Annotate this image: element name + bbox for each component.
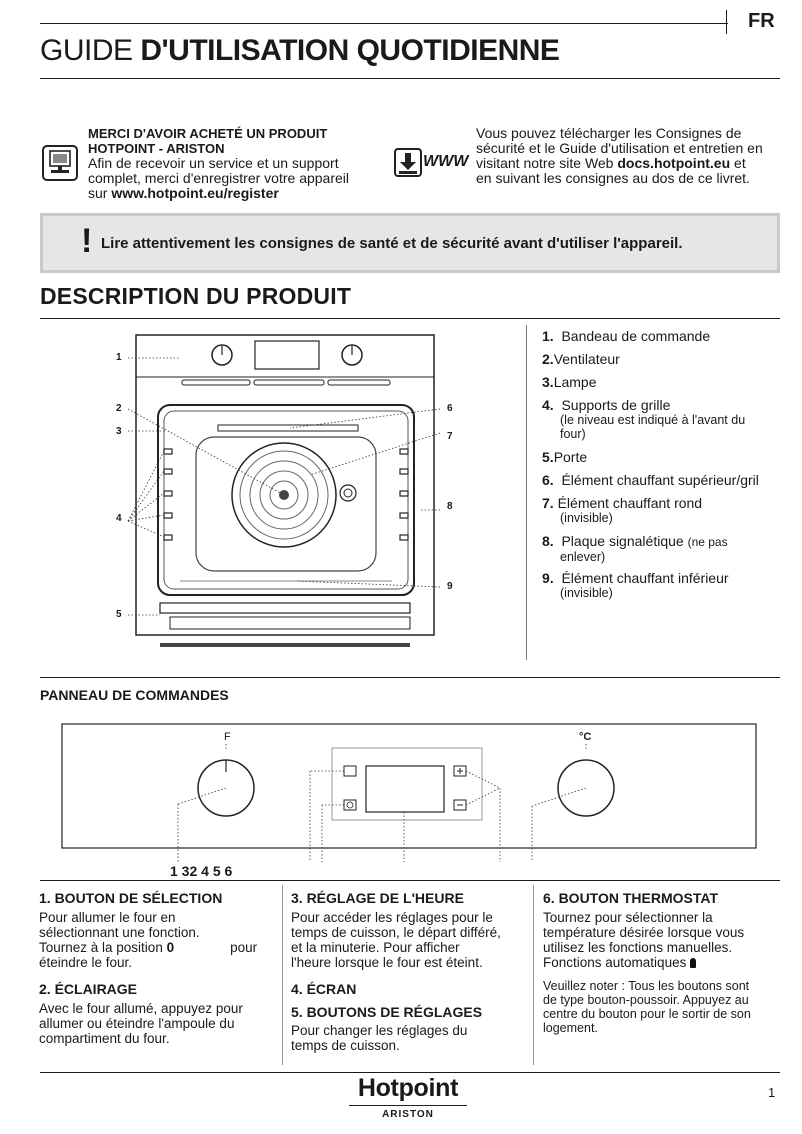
callout-5: 5 [116,609,122,620]
callout-1: 1 [116,352,122,363]
logo-underline [349,1105,467,1106]
download-icon: WWW [394,148,468,178]
column-divider-1 [282,885,283,1065]
panel-rule [40,677,780,678]
heading-lighting: 2. ÉCLAIRAGE [39,981,138,997]
heading-thermostat: 6. BOUTON THERMOSTAT [543,890,718,906]
page-number: 1 [768,1085,776,1100]
legend-item: 4. Supports de grille (le niveau est indiqué à l'avant du four) [542,397,746,441]
panel-callout-numbers: 1 32 4 5 6 [170,863,233,879]
control-panel-diagram [60,722,760,862]
page-title: GUIDE D'UTILISATION QUOTIDIENNE [40,34,560,67]
callout-6: 6 [447,403,453,414]
legend-item: 1. Bandeau de commande [542,328,711,344]
footer-rule [40,1072,780,1073]
callout-2: 2 [116,403,122,414]
download-link[interactable]: docs.hotpoint.eu [617,155,731,171]
legend-item: 5.Porte [542,449,588,465]
columns-rule [40,880,780,881]
heading-adjust-buttons: 5. BOUTONS DE RÉGLAGES [291,1004,483,1020]
column-time: 3. RÉGLAGE DE L'HEURE Pour accéder les réglages pour le temps de cuisson, le départ différé, et la minuterie. Pour afficher l'heure lorsque le four est éteint. 4. ÉCRAN 5. BOUTONS DE RÉGLAGES Pour changer les réglages du temps de cuisson. [291,890,531,1053]
legend-item: 6. Élément chauffant supérieur/gril [542,472,759,488]
computer-register-icon [42,145,78,181]
header-divider [726,10,727,34]
callout-8: 8 [447,501,453,512]
legend-item: 3.Lampe [542,374,597,390]
oven-diagram [100,325,470,665]
language-code: FR [748,10,775,32]
brand-logo: Hotpoint ARISTON [345,1074,471,1120]
warning-text: Lire attentivement les consignes de santé et de sécurité avant d'utiliser l'appareil. [101,235,683,252]
panel-title: PANNEAU DE COMMANDES [40,687,229,703]
safety-warning-box [40,213,780,273]
callout-3: 3 [116,426,122,437]
column-selection: 1. BOUTON DE SÉLECTION Pour allumer le four en sélectionnant une fonction. Tournez à la position 0 pour éteindre le four. 2. ÉCLAIRAGE Avec le four allumé, appuyez pour allumer ou éteindre l'ampoule du compartiment du four. [39,890,275,1046]
column-thermostat: 6. BOUTON THERMOSTAT Tournez pour sélectionner la température désirée lorsque vous utilisez les fonctions manuelles. Fonctions automatiques Veuillez noter : Tous les boutons sont de type bouton-poussoir. Appuyez au centre du bouton pour le sortir de son logement. [543,890,783,1035]
header-bottom-rule [40,78,780,79]
description-divider [526,325,527,660]
legend-item: 2.Ventilateur [542,351,620,367]
legend-item: 7. Élément chauffant rond (invisible) [542,495,703,525]
download-arrow-icon [394,148,422,178]
legend-item: 8. Plaque signalétique (ne pas enlever) [542,533,728,564]
knob-right-label: °C [579,731,592,743]
callout-9: 9 [447,581,453,592]
warning-icon: ! [81,222,93,260]
auto-functions-icon [690,958,696,968]
section-title-description: DESCRIPTION DU PRODUIT [40,283,352,309]
download-block: Vous pouvez télécharger les Consignes de sécurité et le Guide d'utilisation et entretien en visitant notre site Web docs.hotpoint.eu et en suivant les consignes au dos de ce livret. [476,125,763,186]
heading-display: 4. ÉCRAN [291,981,357,997]
header-top-rule [40,23,728,24]
column-divider-2 [533,885,534,1065]
heading-clock-setting: 3. RÉGLAGE DE L'HEURE [291,890,464,906]
legend-item: 9. Élément chauffant inférieur (invisible) [542,570,729,600]
callout-4: 4 [116,513,122,524]
description-rule [40,318,780,319]
register-block: MERCI D'AVOIR ACHETÉ UN PRODUIT HOTPOINT - ARISTON Afin de recevoir un service et un support complet, merci d'enregistrer votre appareil sur www.hotpoint.eu/register [88,126,350,201]
heading-selection-button: 1. BOUTON DE SÉLECTION [39,890,223,906]
register-link[interactable]: www.hotpoint.eu/register [111,185,279,201]
callout-7: 7 [447,431,453,442]
knob-left-label: F [224,731,231,743]
push-button-note: Veuillez noter : Tous les boutons sont de type bouton-poussoir. Appuyez au centre du bouton pour le sortir de son logement. [543,979,751,1035]
